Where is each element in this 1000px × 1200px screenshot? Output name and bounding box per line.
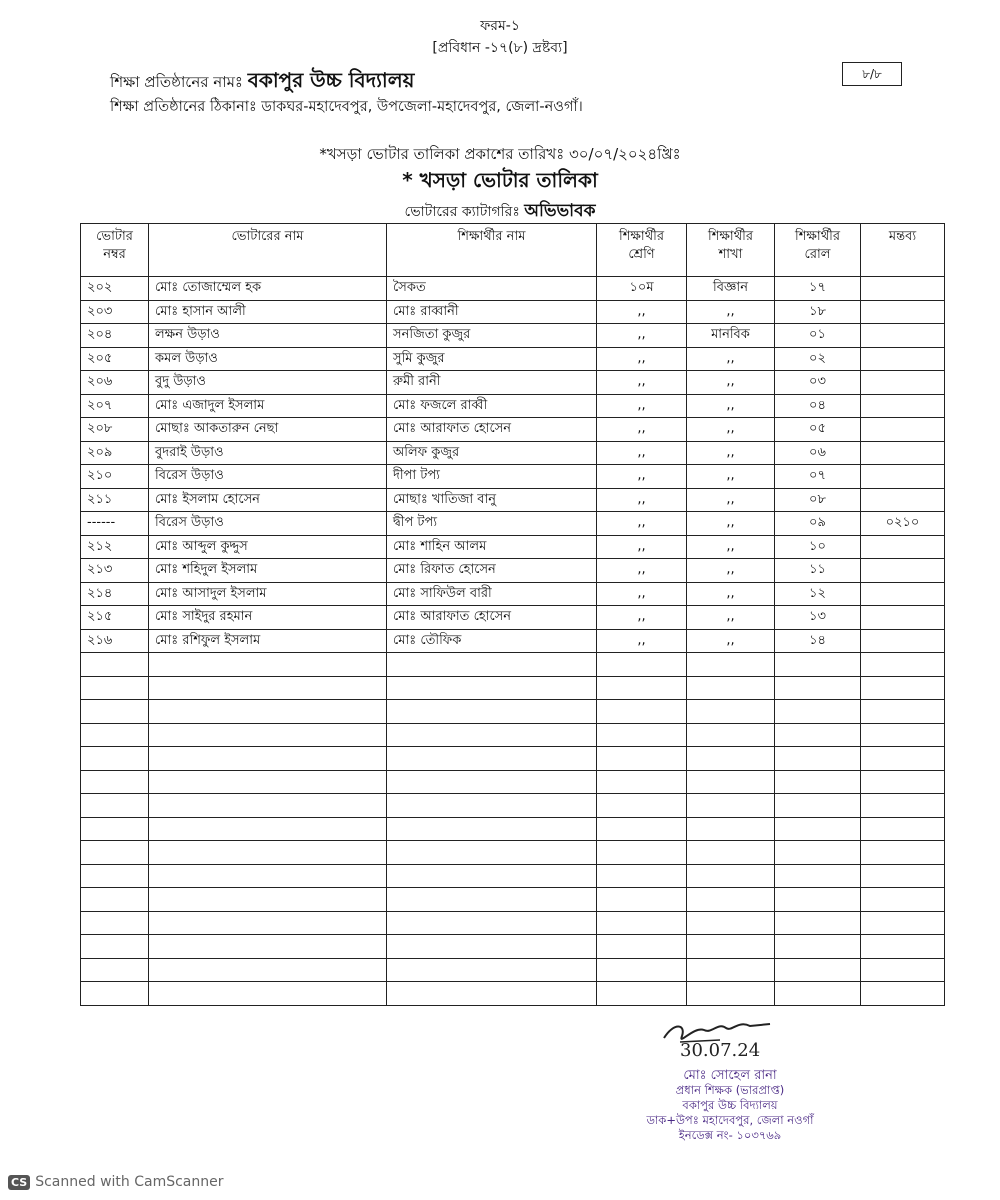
empty-cell — [387, 817, 597, 841]
cell-roll: ১০ — [775, 535, 861, 559]
empty-cell — [597, 700, 687, 724]
cell-voter-name: বিরেস উড়াও — [149, 512, 387, 536]
cell-voter-no: ২১৩ — [81, 559, 149, 583]
empty-cell — [597, 888, 687, 912]
empty-cell — [149, 700, 387, 724]
cell-section: ,, — [687, 512, 775, 536]
institution-address: শিক্ষা প্রতিষ্ঠানের ঠিকানাঃ ডাকঘর-মহাদেবপুর, উপজেলা-মহাদেবপুর, জেলা-নওগাঁ। — [110, 99, 583, 115]
cell-remark — [861, 559, 945, 583]
scanner-watermark — [8, 1174, 224, 1190]
empty-cell — [597, 958, 687, 982]
empty-cell — [861, 888, 945, 912]
table-row — [81, 465, 945, 489]
cell-section: বিজ্ঞান — [687, 277, 775, 301]
stamp-line: ডাক+উপঃ মহাদেবপুর, জেলা নওগাঁ — [646, 1113, 814, 1127]
cell-roll: ০২ — [775, 347, 861, 371]
cell-voter-name: লক্ষন উড়াও — [149, 324, 387, 348]
empty-cell — [387, 653, 597, 677]
empty-cell — [861, 841, 945, 865]
cell-voter-name: মোছাঃ আকতারুন নেছা — [149, 418, 387, 442]
institution-name: বকাপুর উচ্চ বিদ্যালয় — [247, 68, 415, 92]
cell-section: ,, — [687, 465, 775, 489]
cell-student-name: সনজিতা কুজুর — [387, 324, 597, 348]
empty-cell — [387, 888, 597, 912]
empty-cell — [387, 982, 597, 1006]
empty-cell — [597, 723, 687, 747]
voter-category — [0, 198, 1000, 226]
cell-class: ,, — [597, 606, 687, 630]
empty-cell — [597, 911, 687, 935]
table-row — [81, 512, 945, 536]
empty-cell — [81, 841, 149, 865]
empty-cell — [387, 770, 597, 794]
cell-student-name: রুমী রানী — [387, 371, 597, 395]
cell-student-name: মোঃ শাহিন আলম — [387, 535, 597, 559]
table-row — [81, 629, 945, 653]
empty-cell — [387, 723, 597, 747]
empty-cell — [387, 794, 597, 818]
table-header-row — [81, 224, 945, 277]
empty-cell — [775, 864, 861, 888]
empty-cell — [81, 747, 149, 771]
empty-cell — [149, 794, 387, 818]
empty-cell — [81, 864, 149, 888]
empty-cell — [861, 700, 945, 724]
cell-student-name: মোঃ সাফিউল বারী — [387, 582, 597, 606]
empty-cell — [687, 888, 775, 912]
empty-row — [81, 982, 945, 1006]
signature-date: 30.07.24 — [680, 1040, 761, 1061]
empty-cell — [861, 958, 945, 982]
table-row — [81, 347, 945, 371]
table-row — [81, 277, 945, 301]
empty-cell — [149, 888, 387, 912]
empty-cell — [775, 958, 861, 982]
cell-voter-name: বুদরাই উড়াও — [149, 441, 387, 465]
cell-class: ,, — [597, 371, 687, 395]
cell-voter-no: ২০৬ — [81, 371, 149, 395]
cell-section: ,, — [687, 629, 775, 653]
table-row — [81, 394, 945, 418]
cell-remark — [861, 277, 945, 301]
table-row — [81, 559, 945, 583]
empty-cell — [687, 935, 775, 959]
empty-row — [81, 794, 945, 818]
cell-section: ,, — [687, 488, 775, 512]
cell-voter-no: ২১২ — [81, 535, 149, 559]
cell-voter-no: ২০৫ — [81, 347, 149, 371]
form-number: ফরম-১ — [480, 18, 520, 34]
cell-roll: ১৮ — [775, 300, 861, 324]
empty-cell — [687, 700, 775, 724]
empty-cell — [687, 982, 775, 1006]
empty-cell — [597, 794, 687, 818]
empty-cell — [861, 982, 945, 1006]
col-voter-name: ভোটারের নাম — [149, 224, 387, 277]
empty-cell — [387, 747, 597, 771]
cell-student-name: অলিফ কুজুর — [387, 441, 597, 465]
empty-cell — [775, 841, 861, 865]
cell-remark — [861, 629, 945, 653]
empty-cell — [149, 958, 387, 982]
col-class: শিক্ষার্থীর শ্রেণি — [597, 224, 687, 277]
empty-row — [81, 958, 945, 982]
empty-cell — [861, 676, 945, 700]
empty-cell — [81, 982, 149, 1006]
cell-roll: ০৮ — [775, 488, 861, 512]
cell-remark: ০২১০ — [861, 512, 945, 536]
cell-section: মানবিক — [687, 324, 775, 348]
cell-student-name: মোঃ ফজলে রাব্বী — [387, 394, 597, 418]
table-row — [81, 371, 945, 395]
cell-roll: ০৬ — [775, 441, 861, 465]
empty-cell — [775, 653, 861, 677]
empty-cell — [861, 911, 945, 935]
stamp-line: ইনডেক্স নং- ১০৩৭৬৯ — [678, 1128, 782, 1142]
table-row — [81, 300, 945, 324]
empty-cell — [775, 794, 861, 818]
list-title: * খসড়া ভোটার তালিকা — [402, 168, 598, 192]
scanner-text: Scanned with CamScanner — [35, 1174, 224, 1190]
empty-cell — [387, 911, 597, 935]
cell-class: ,, — [597, 324, 687, 348]
cell-remark — [861, 300, 945, 324]
empty-cell — [775, 676, 861, 700]
cell-class: ১০ম — [597, 277, 687, 301]
cell-remark — [861, 347, 945, 371]
empty-cell — [149, 935, 387, 959]
empty-row — [81, 888, 945, 912]
headmaster-stamp — [600, 1068, 860, 1143]
cell-class: ,, — [597, 582, 687, 606]
empty-cell — [775, 935, 861, 959]
cell-voter-name: মোঃ তোজাম্মেল হক — [149, 277, 387, 301]
cell-class: ,, — [597, 347, 687, 371]
cell-class: ,, — [597, 394, 687, 418]
cell-voter-name: কমল উড়াও — [149, 347, 387, 371]
empty-row — [81, 935, 945, 959]
empty-cell — [387, 935, 597, 959]
cell-voter-name: মোঃ এজাদুল ইসলাম — [149, 394, 387, 418]
cell-student-name: মোছাঃ খাতিজা বানু — [387, 488, 597, 512]
empty-cell — [597, 770, 687, 794]
cell-roll: ০৫ — [775, 418, 861, 442]
cell-voter-no: ২১৬ — [81, 629, 149, 653]
empty-cell — [597, 676, 687, 700]
cell-voter-no: ২০৯ — [81, 441, 149, 465]
institution-line — [110, 66, 414, 99]
cell-student-name: মোঃ আরাফাত হোসেন — [387, 606, 597, 630]
empty-cell — [81, 935, 149, 959]
empty-cell — [81, 958, 149, 982]
cell-class: ,, — [597, 629, 687, 653]
institution-label: শিক্ষা প্রতিষ্ঠানের নামঃ — [110, 73, 243, 91]
empty-cell — [775, 817, 861, 841]
cell-remark — [861, 441, 945, 465]
empty-cell — [149, 676, 387, 700]
voter-table — [80, 223, 945, 1006]
col-student-name: শিক্ষার্থীর নাম — [387, 224, 597, 277]
empty-cell — [81, 770, 149, 794]
empty-cell — [687, 676, 775, 700]
category-value: অভিভাবক — [524, 201, 596, 221]
cell-remark — [861, 606, 945, 630]
cell-section: ,, — [687, 606, 775, 630]
empty-cell — [861, 653, 945, 677]
empty-cell — [597, 841, 687, 865]
cell-roll: ১১ — [775, 559, 861, 583]
cell-class: ,, — [597, 418, 687, 442]
empty-cell — [149, 653, 387, 677]
empty-cell — [775, 747, 861, 771]
cell-student-name: সৈকত — [387, 277, 597, 301]
empty-row — [81, 723, 945, 747]
cell-student-name: সুমি কুজুর — [387, 347, 597, 371]
cell-voter-name: মোঃ শহিদুল ইসলাম — [149, 559, 387, 583]
col-remark: মন্তব্য — [861, 224, 945, 277]
cell-class: ,, — [597, 512, 687, 536]
empty-cell — [597, 747, 687, 771]
empty-cell — [687, 817, 775, 841]
cell-class: ,, — [597, 465, 687, 489]
empty-cell — [149, 747, 387, 771]
cell-voter-name: মোঃ সাইদুর রহমান — [149, 606, 387, 630]
empty-cell — [687, 747, 775, 771]
cell-remark — [861, 418, 945, 442]
cell-class: ,, — [597, 559, 687, 583]
empty-cell — [861, 747, 945, 771]
empty-cell — [81, 817, 149, 841]
empty-row — [81, 676, 945, 700]
cell-roll: ১২ — [775, 582, 861, 606]
cell-roll: ১৭ — [775, 277, 861, 301]
cell-voter-no: ২১৪ — [81, 582, 149, 606]
empty-cell — [149, 817, 387, 841]
cell-remark — [861, 394, 945, 418]
cell-roll: ০৭ — [775, 465, 861, 489]
cell-remark — [861, 465, 945, 489]
cell-voter-no: ২০৩ — [81, 300, 149, 324]
cell-remark — [861, 324, 945, 348]
empty-row — [81, 911, 945, 935]
stamp-line: প্রধান শিক্ষক (ভারপ্রাপ্ত) — [675, 1083, 785, 1097]
empty-cell — [775, 723, 861, 747]
cell-voter-no: ২০৮ — [81, 418, 149, 442]
cell-student-name: মোঃ তৌফিক — [387, 629, 597, 653]
empty-row — [81, 841, 945, 865]
cell-section: ,, — [687, 371, 775, 395]
cell-student-name: মোঃ রাব্বানী — [387, 300, 597, 324]
cell-section: ,, — [687, 582, 775, 606]
empty-cell — [775, 888, 861, 912]
cell-voter-no: ২০২ — [81, 277, 149, 301]
cell-roll: ০১ — [775, 324, 861, 348]
cell-section: ,, — [687, 394, 775, 418]
empty-row — [81, 653, 945, 677]
empty-cell — [687, 958, 775, 982]
empty-cell — [687, 770, 775, 794]
cell-remark — [861, 582, 945, 606]
cell-voter-no: ২০৭ — [81, 394, 149, 418]
cell-roll: ১৪ — [775, 629, 861, 653]
cell-class: ,, — [597, 488, 687, 512]
cell-voter-no: ------ — [81, 512, 149, 536]
empty-row — [81, 747, 945, 771]
cell-roll: ০৪ — [775, 394, 861, 418]
empty-cell — [861, 770, 945, 794]
empty-cell — [149, 770, 387, 794]
empty-cell — [149, 982, 387, 1006]
empty-cell — [81, 653, 149, 677]
empty-cell — [387, 700, 597, 724]
rule-reference: [প্রবিধান -১৭(৮) দ্রষ্টব্য] — [432, 40, 568, 56]
empty-cell — [81, 676, 149, 700]
empty-cell — [861, 817, 945, 841]
empty-cell — [775, 770, 861, 794]
empty-cell — [687, 841, 775, 865]
page-number-box: ৮/৮ — [842, 62, 902, 86]
col-section: শিক্ষার্থীর শাখা — [687, 224, 775, 277]
cell-voter-name: বিরেস উড়াও — [149, 465, 387, 489]
empty-cell — [687, 911, 775, 935]
empty-cell — [149, 723, 387, 747]
cell-voter-no: ২১০ — [81, 465, 149, 489]
table-row — [81, 324, 945, 348]
publication-date: *খসড়া ভোটার তালিকা প্রকাশের তারিখঃ ৩০/০৭/২০২৪খ্রিঃ — [319, 145, 681, 163]
empty-cell — [861, 864, 945, 888]
cell-student-name: দীপা টপ্য — [387, 465, 597, 489]
cell-class: ,, — [597, 441, 687, 465]
empty-cell — [597, 982, 687, 1006]
cell-voter-no: ২১১ — [81, 488, 149, 512]
empty-cell — [597, 653, 687, 677]
stamp-line: মোঃ সোহেল রানা — [683, 1068, 777, 1083]
cell-section: ,, — [687, 418, 775, 442]
empty-row — [81, 817, 945, 841]
col-voter-no: ভোটার নম্বর — [81, 224, 149, 277]
empty-row — [81, 770, 945, 794]
cell-class: ,, — [597, 535, 687, 559]
cell-section: ,, — [687, 347, 775, 371]
empty-row — [81, 700, 945, 724]
empty-cell — [149, 911, 387, 935]
empty-cell — [149, 864, 387, 888]
empty-cell — [81, 700, 149, 724]
empty-cell — [775, 911, 861, 935]
empty-cell — [775, 982, 861, 1006]
empty-cell — [775, 700, 861, 724]
cell-roll: ০৩ — [775, 371, 861, 395]
camscanner-logo-icon: CS — [8, 1175, 30, 1190]
cell-voter-name: মোঃ রশিফুল ইসলাম — [149, 629, 387, 653]
empty-row — [81, 864, 945, 888]
empty-cell — [687, 723, 775, 747]
empty-cell — [81, 794, 149, 818]
cell-remark — [861, 488, 945, 512]
empty-cell — [861, 723, 945, 747]
empty-cell — [81, 723, 149, 747]
empty-cell — [687, 653, 775, 677]
table-row — [81, 582, 945, 606]
cell-student-name: মোঃ রিফাত হোসেন — [387, 559, 597, 583]
table-row — [81, 441, 945, 465]
empty-cell — [861, 935, 945, 959]
cell-section: ,, — [687, 535, 775, 559]
empty-cell — [687, 864, 775, 888]
cell-voter-name: মোঃ আব্দুল কুদ্দুস — [149, 535, 387, 559]
table-row — [81, 535, 945, 559]
empty-cell — [597, 817, 687, 841]
cell-student-name: দ্বীপ টপ্য — [387, 512, 597, 536]
stamp-line: বকাপুর উচ্চ বিদ্যালয় — [682, 1098, 778, 1112]
empty-cell — [687, 794, 775, 818]
cell-voter-name: মোঃ হাসান আলী — [149, 300, 387, 324]
empty-cell — [81, 888, 149, 912]
cell-student-name: মোঃ আরাফাত হোসেন — [387, 418, 597, 442]
empty-cell — [387, 676, 597, 700]
empty-cell — [597, 935, 687, 959]
empty-cell — [387, 841, 597, 865]
col-roll: শিক্ষার্থীর রোল — [775, 224, 861, 277]
cell-class: ,, — [597, 300, 687, 324]
cell-remark — [861, 371, 945, 395]
table-row — [81, 606, 945, 630]
cell-voter-no: ২০৪ — [81, 324, 149, 348]
cell-voter-name: মোঃ আসাদুল ইসলাম — [149, 582, 387, 606]
cell-section: ,, — [687, 441, 775, 465]
empty-cell — [387, 958, 597, 982]
cell-roll: ১৩ — [775, 606, 861, 630]
category-label: ভোটারের ক্যাটাগরিঃ — [404, 204, 520, 220]
cell-voter-name: বুদু উড়াও — [149, 371, 387, 395]
cell-roll: ০৯ — [775, 512, 861, 536]
cell-remark — [861, 535, 945, 559]
table-row — [81, 418, 945, 442]
cell-section: ,, — [687, 559, 775, 583]
cell-section: ,, — [687, 300, 775, 324]
cell-voter-name: মোঃ ইসলাম হোসেন — [149, 488, 387, 512]
empty-cell — [149, 841, 387, 865]
empty-cell — [387, 864, 597, 888]
empty-cell — [81, 911, 149, 935]
empty-cell — [597, 864, 687, 888]
cell-voter-no: ২১৫ — [81, 606, 149, 630]
table-row — [81, 488, 945, 512]
empty-cell — [861, 794, 945, 818]
